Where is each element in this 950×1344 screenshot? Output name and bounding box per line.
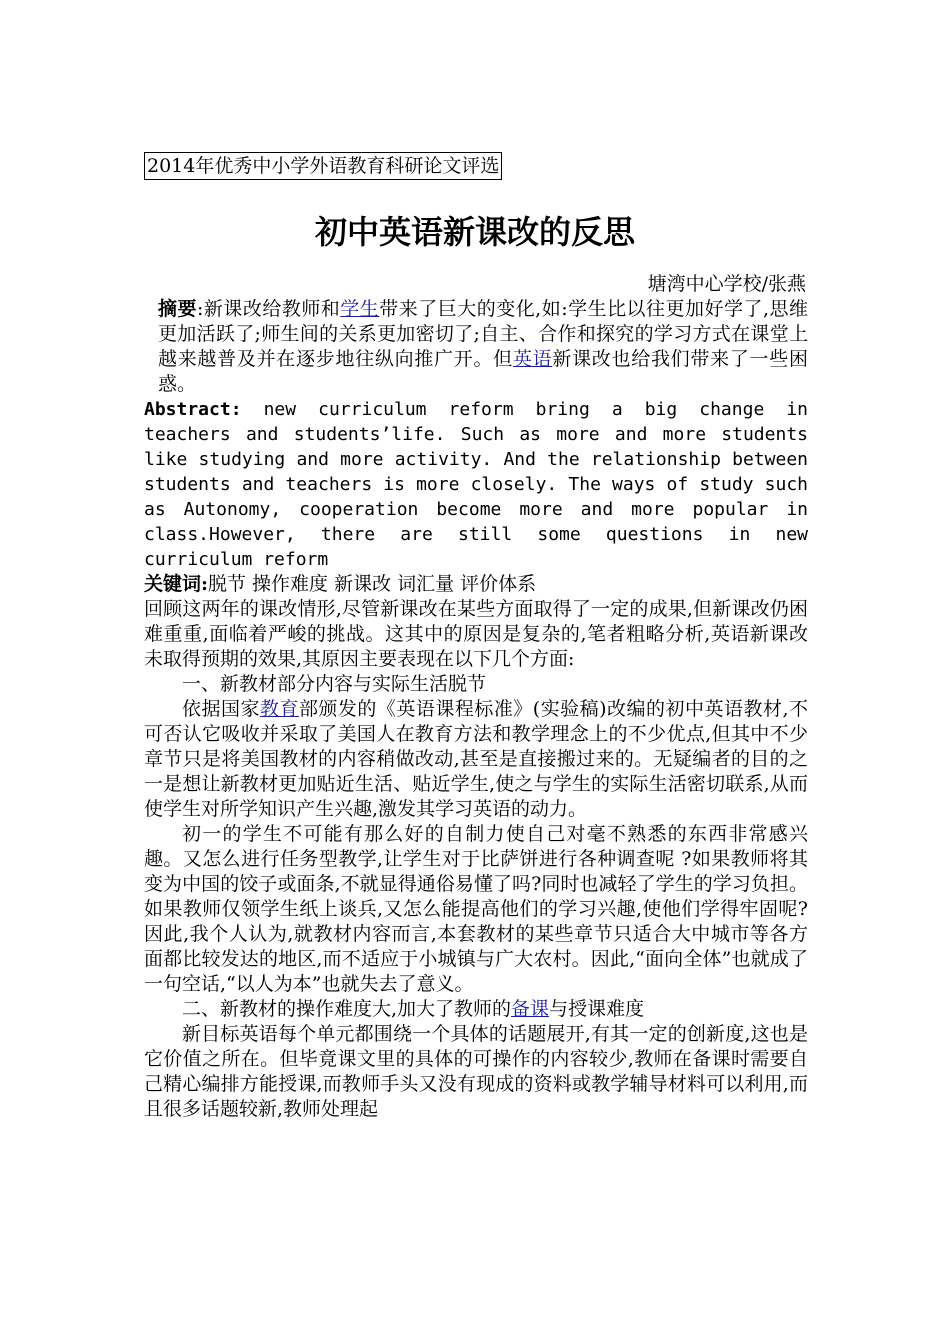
summary-paragraph bbox=[144, 297, 808, 397]
document-body bbox=[144, 297, 808, 1122]
abstract-paragraph bbox=[144, 397, 808, 572]
summary-text-2: 带来了巨大的变化,如:学生比以往更加好学了,思维更加活跃了;师生间的关系更加密切了;自主、合作和探究的学习方式在课堂上越来越普及并在逐步地往纵向推广开。但 bbox=[158, 298, 808, 370]
link-english[interactable]: 英语 bbox=[512, 348, 553, 370]
section1-paragraph-1 bbox=[144, 697, 808, 822]
section1-paragraph-2: 初一的学生不可能有那么好的自制力使自己对毫不熟悉的东西非常感兴趣。又怎么进行任务型教学,让学生对于比萨饼进行各种调查呢 ?如果教师将其变为中国的饺子或面条,不就显得通俗易懂了吗?同时也减轻了学生的学习负担。如果教师仅领学生纸上谈兵,又怎么能提高他们的学习兴趣,使他们学得牢固呢?因此,我个人认为,就教材内容而言,本套教材的某些章节只适合大中城市等各方面都比较发达的地区,而不适应于小城镇与广大农村。因此,“面向全体”也就成了一句空话,“以人为本”也就失去了意义。 bbox=[144, 823, 808, 995]
section2-heading-text-b: 与授课难度 bbox=[549, 998, 645, 1020]
abstract-text: new curriculum reform bring a big change in teachers and students’life. Such as more and more students like studying and more activity. And the relationship between students and teachers is more closely. The ways of study such as Autonomy, cooperation become more and more popular in class.However, there are still some questions in new curriculum reform bbox=[144, 399, 808, 570]
section2-heading bbox=[144, 997, 808, 1022]
link-students[interactable]: 学生 bbox=[340, 298, 380, 320]
section1-heading: 一、新教材部分内容与实际生活脱节 bbox=[182, 673, 487, 695]
document-title: 初中英语新课改的反思 bbox=[314, 213, 635, 251]
summary-text-1: :新课改给教师和 bbox=[196, 298, 341, 320]
link-education[interactable]: 教育 bbox=[259, 698, 299, 720]
competition-header-box: 2014年优秀中小学外语教育科研论文评选 bbox=[144, 152, 502, 180]
abstract-label: Abstract: bbox=[144, 399, 242, 420]
summary-label: 摘要 bbox=[158, 298, 197, 320]
link-lesson-prep[interactable]: 备课 bbox=[511, 998, 550, 1020]
author-line: 塘湾中心学校/张燕 bbox=[647, 273, 806, 295]
keywords-text: 脱节 操作难度 新课改 词汇量 评价体系 bbox=[208, 573, 537, 595]
section1-para1-text-b: 部颁发的《英语课程标准》(实验稿)改编的初中英语教材,不可否认它吸收并采取了美国人在教育方法和教学理念上的不少优点,但其中不少章节只是将美国教材的内容稍做改动,甚至是直接搬过来的。无疑编者的目的之一是想让新教材更加贴近生活、贴近学生,使之与学生的实际生活密切联系,从而使学生对所学知识产生兴趣,激发其学习英语的动力。 bbox=[144, 698, 808, 820]
intro-paragraph: 回顾这两年的课改情形,尽管新课改在某些方面取得了一定的成果,但新课改仍困难重重,面临着严峻的挑战。这其中的原因是复杂的,笔者粗略分析,英语新课改未取得预期的效果,其原因主要表现在以下几个方面: bbox=[144, 598, 808, 670]
summary-text-3: 新课改也给我们带来了一些困惑。 bbox=[158, 348, 808, 395]
section1-para1-text-a: 依据国家 bbox=[182, 698, 260, 720]
keywords-paragraph bbox=[144, 572, 808, 597]
section2-paragraph-1: 新目标英语每个单元都围绕一个具体的话题展开,有其一定的创新度,这也是它价值之所在。但毕竟课文里的具体的可操作的内容较少,教师在备课时需要自己精心编排方能授课,而教师手头又没有现成的资料或教学辅导材料可以利用,而且很多话题较新,教师处理起 bbox=[144, 1023, 808, 1120]
keywords-label: 关键词: bbox=[144, 573, 209, 595]
section2-heading-text-a: 二、新教材的操作难度大,加大了教师的 bbox=[182, 998, 512, 1020]
